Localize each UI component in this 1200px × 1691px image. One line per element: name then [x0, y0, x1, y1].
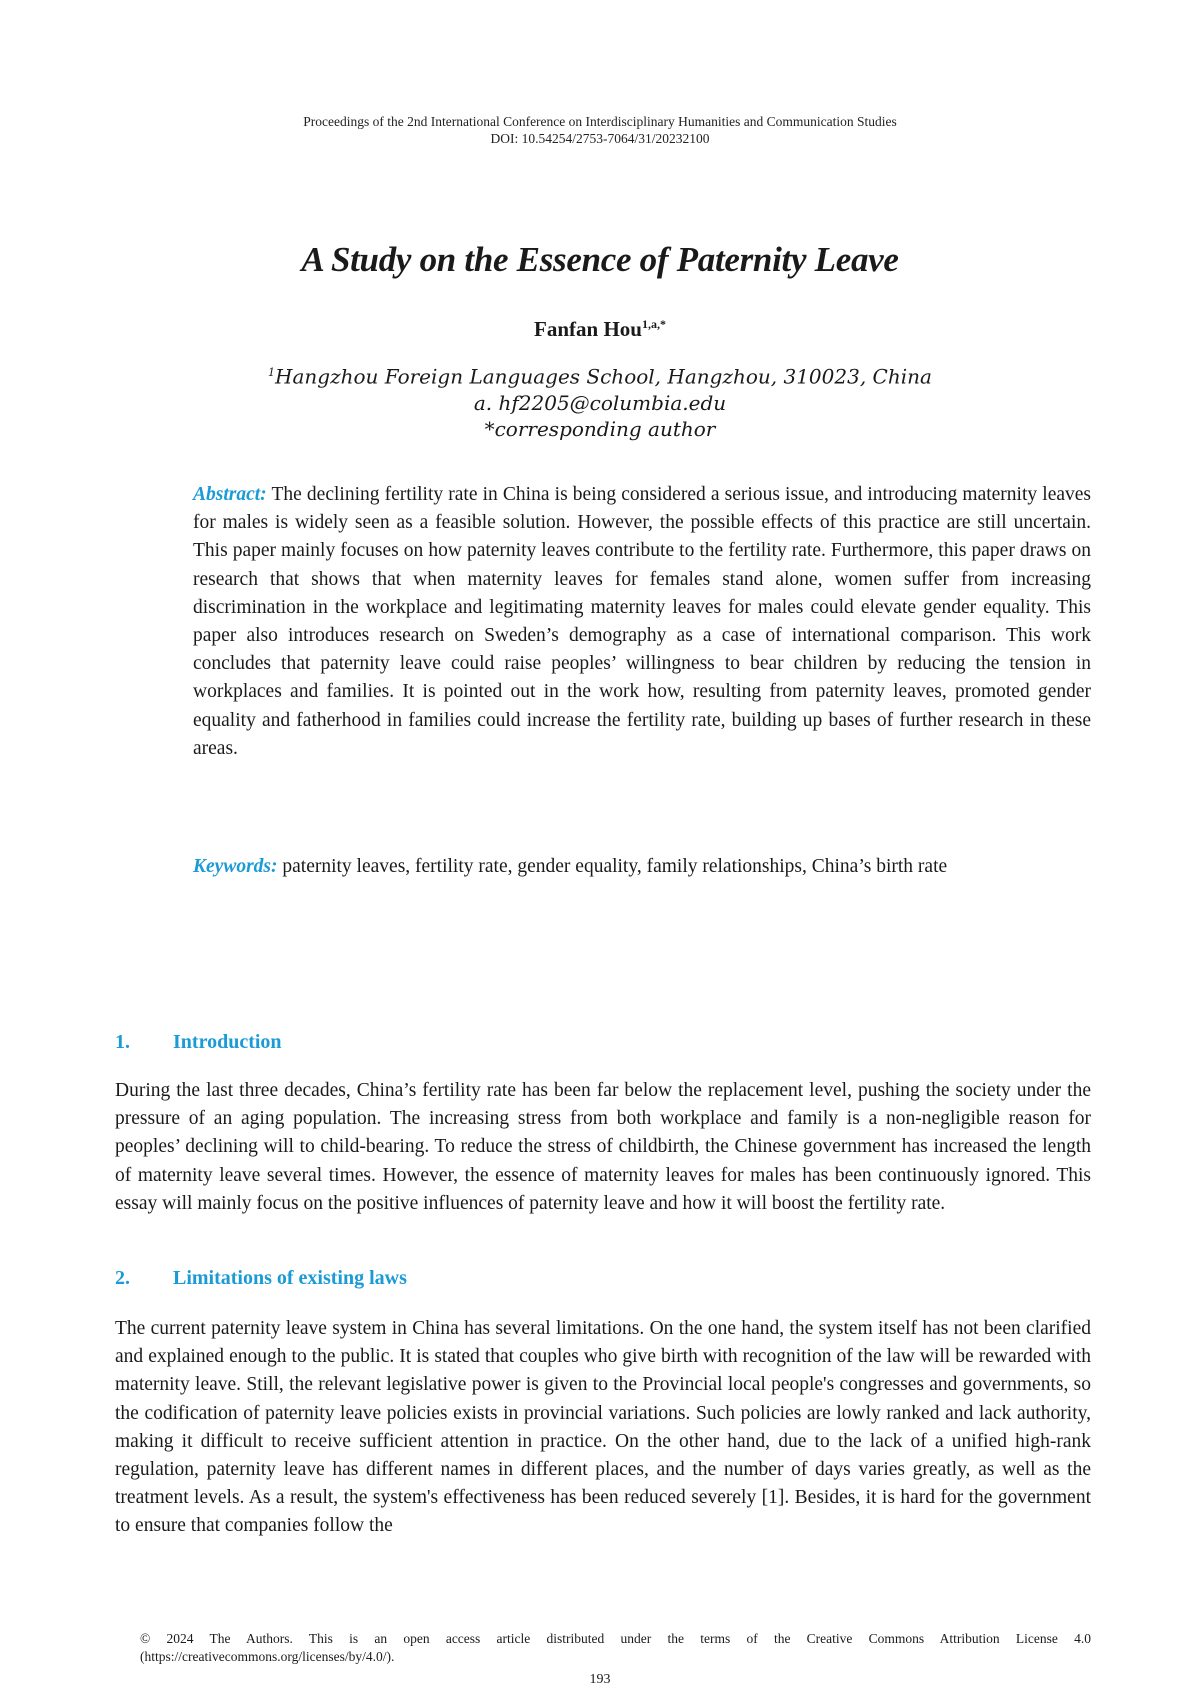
author-email: a. hf2205@columbia.edu: [473, 390, 727, 415]
abstract: [193, 481, 1091, 763]
author-line: [0, 317, 1200, 342]
section-number: 2.: [115, 1267, 130, 1289]
section-paragraph-introduction: During the last three decades, China’s fertility rate has been far below the replacement level, pushing the society under the pressure of an aging population. The increasing stress from both workplace and family is a non-negligible reason for peoples’ declining will to child-bearing. To reduce the stress of childbirth, the Chinese government has increased the length of maternity leave several times. However, the essence of maternity leaves for males has been continuously ignored. This essay will mainly focus on the positive influences of paternity leave and how it will boost the fertility rate.: [115, 1080, 1091, 1214]
license-footnote: © 2024 The Authors. This is an open access article distributed under the terms of the Creative Commons Attribution License 4.0 (https://creativecommons.org/licenses/by/4.0/).: [140, 1631, 1091, 1664]
section-heading-limitations: [115, 1267, 407, 1290]
keywords-label: Keywords:: [193, 856, 278, 877]
abstract-label: Abstract:: [193, 484, 267, 505]
section-number: 1.: [115, 1031, 130, 1053]
keywords-text: paternity leaves, fertility rate, gender equality, family relationships, China’s birth rate: [282, 856, 948, 877]
affiliation-text: Hangzhou Foreign Languages School, Hangzhou, 310023, China: [275, 364, 932, 389]
section-heading-introduction: [115, 1031, 282, 1054]
paper-title: A Study on the Essence of Paternity Leave: [301, 240, 899, 279]
author-name: Fanfan Hou: [534, 317, 642, 341]
proceedings-title: Proceedings of the 2nd International Conference on Interdisciplinary Humanities and Communication Studies: [303, 114, 897, 129]
affiliation-line: [0, 360, 1200, 390]
affiliation-sup: 1: [268, 366, 276, 379]
doi: DOI: 10.54254/2753-7064/31/20232100: [490, 131, 710, 146]
section-title: Introduction: [173, 1031, 282, 1053]
page-number: 193: [589, 1672, 611, 1687]
section-title: Limitations of existing laws: [173, 1267, 407, 1289]
affiliation-block: [0, 360, 1200, 442]
author-superscript: 1,a,*: [641, 317, 666, 331]
keywords: [193, 853, 1091, 881]
corresponding-author-note: *corresponding author: [484, 416, 716, 441]
section-paragraph-limitations: The current paternity leave system in China has several limitations. On the one hand, the system itself has not been clarified and explained enough to the public. It is stated that couples who give birth with recognition of the law will be rewarded with maternity leave. Still, the relevant legislative power is given to the Provincial local people's congresses and governments, so the codification of paternity leave policies exists in provincial variations. Such policies are lowly ranked and lack authority, making it difficult to receive sufficient attention in practice. On the other hand, due to the lack of a unified high-rank regulation, paternity leave has different names in different places, and the number of days varies greatly, as well as the treatment levels. As a result, the system's effectiveness has been reduced severely [1]. Besides, it is hard for the government to ensure that companies follow the: [115, 1318, 1091, 1537]
proceedings-header: [0, 113, 1200, 147]
abstract-text: The declining fertility rate in China is being considered a serious issue, and introducing maternity leaves for males is widely seen as a feasible solution. However, the possible effects of this practice are still uncertain. This paper mainly focuses on how paternity leaves contribute to the fertility rate. Furthermore, this paper draws on research that shows that when maternity leaves for females stand alone, women suffer from increasing discrimination in the workplace and legitimating maternity leaves for males could elevate gender equality. This paper also introduces research on Sweden’s demography as a case of international comparison. This work concludes that paternity leave could raise peoples’ willingness to bear children by reducing the tension in workplaces and families. It is pointed out in the work how, resulting from paternity leaves, promoted gender equality and fatherhood in families could increase the fertility rate, building up bases of further research in these areas.: [193, 484, 1091, 759]
